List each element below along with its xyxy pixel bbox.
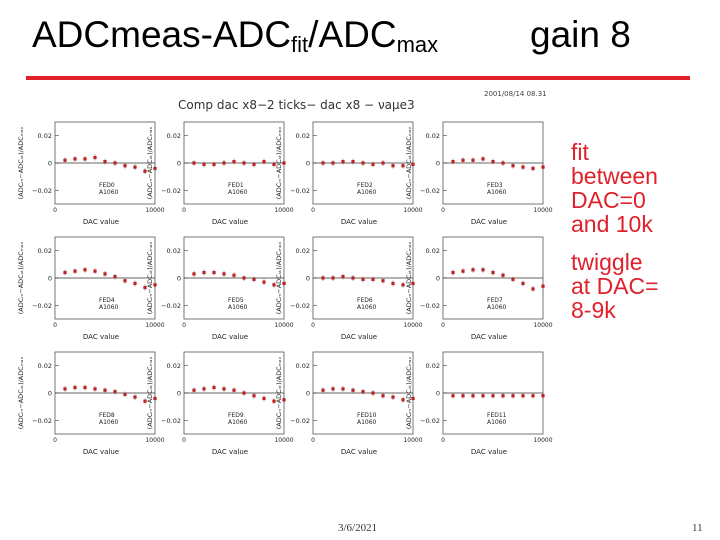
y-tick-label: 0.02 xyxy=(166,247,181,256)
y-tick-label: −0.02 xyxy=(161,301,181,310)
y-tick-label: 0.02 xyxy=(37,132,52,141)
note-line: DAC=0 xyxy=(571,187,646,213)
x-tick-label: 0 xyxy=(311,437,315,444)
y-tick-label: −0.02 xyxy=(290,186,310,195)
x-tick-label: 10000 xyxy=(403,322,423,329)
y-tick-label: 0 xyxy=(47,389,52,398)
title-sub-fit: fit xyxy=(291,32,309,57)
x-tick-label: 10000 xyxy=(274,207,294,214)
y-tick-label: 0 xyxy=(305,389,310,398)
y-axis-label: (ADCₘ−ADCₛₜ)/ADCₘₐₓ xyxy=(405,356,413,430)
x-tick-label: 10000 xyxy=(145,322,165,329)
x-tick-label: 10000 xyxy=(274,437,294,444)
y-tick-label: 0 xyxy=(305,159,310,168)
title-main: ADCmeas-ADC xyxy=(32,14,292,55)
x-axis-label: DAC value xyxy=(82,218,120,226)
y-tick-label: 0 xyxy=(176,389,181,398)
x-tick-label: 0 xyxy=(441,207,445,214)
x-tick-label: 0 xyxy=(53,322,57,329)
panel-id: FED11 xyxy=(487,412,507,419)
y-axis-label: (ADCₘ−ADCₛₜ)/ADCₘₐₓ xyxy=(275,126,283,200)
y-axis-label: (ADCₘ−ADCₛₜ)/ADCₘₐₓ xyxy=(275,241,283,315)
y-axis-label: (ADCₘ−ADCₛₜ)/ADCₘₐₓ xyxy=(146,126,154,200)
x-tick-label: 10000 xyxy=(403,207,423,214)
panel-id: FED6 xyxy=(357,297,373,304)
x-tick-label: 0 xyxy=(182,437,186,444)
note-line: fit xyxy=(571,139,589,165)
y-tick-label: 0 xyxy=(435,389,440,398)
x-axis-label: DAC value xyxy=(470,333,508,341)
note-line: at DAC= xyxy=(571,273,659,299)
y-tick-label: 0.02 xyxy=(295,132,310,141)
y-tick-label: 0.02 xyxy=(295,247,310,256)
x-tick-label: 0 xyxy=(441,322,445,329)
panel-sub: A1060 xyxy=(487,419,507,426)
panel-id: FED3 xyxy=(487,182,503,189)
y-tick-label: 0 xyxy=(435,274,440,283)
note-line: 8-9k xyxy=(571,297,616,323)
x-tick-label: 10000 xyxy=(533,322,553,329)
page-number: 11 xyxy=(692,522,703,534)
x-tick-label: 0 xyxy=(53,437,57,444)
y-tick-label: −0.02 xyxy=(420,301,440,310)
y-tick-label: 0 xyxy=(47,159,52,168)
panel-sub: A1060 xyxy=(228,304,248,311)
footer-date: 3/6/2021 xyxy=(338,522,378,534)
x-axis-label: DAC value xyxy=(340,448,378,456)
note-fit-range xyxy=(571,140,658,236)
panel-sub: A1060 xyxy=(99,419,119,426)
panel-sub: A1060 xyxy=(357,304,377,311)
panel-sub: A1060 xyxy=(357,419,377,426)
y-tick-label: −0.02 xyxy=(32,301,52,310)
x-axis-label: DAC value xyxy=(82,333,120,341)
panel-sub: A1060 xyxy=(99,189,119,196)
x-tick-label: 0 xyxy=(441,437,445,444)
x-tick-label: 0 xyxy=(53,207,57,214)
y-tick-label: −0.02 xyxy=(420,416,440,425)
y-tick-label: 0 xyxy=(435,159,440,168)
y-axis-label: (ADCₘ−ADCₛₜ)/ADCₘₐₓ xyxy=(17,356,25,430)
x-axis-label: DAC value xyxy=(340,218,378,226)
y-tick-label: 0 xyxy=(47,274,52,283)
x-axis-label: DAC value xyxy=(470,448,508,456)
y-axis-label: (ADCₘ−ADCₛₜ)/ADCₘₐₓ xyxy=(405,126,413,200)
title-sub-max: max xyxy=(396,32,439,57)
y-tick-label: 0.02 xyxy=(295,362,310,371)
x-tick-label: 10000 xyxy=(533,437,553,444)
y-axis-label: (ADCₘ−ADCₛₜ)/ADCₘₐₓ xyxy=(17,126,25,200)
plot-timestamp: 2001/08/14 08.31 xyxy=(484,90,547,98)
x-axis-label: DAC value xyxy=(470,218,508,226)
y-tick-label: 0.02 xyxy=(425,247,440,256)
y-tick-label: 0.02 xyxy=(37,247,52,256)
x-tick-label: 10000 xyxy=(403,437,423,444)
y-tick-label: 0 xyxy=(305,274,310,283)
y-tick-label: −0.02 xyxy=(32,416,52,425)
x-tick-label: 10000 xyxy=(274,322,294,329)
plot-title: Comp dac x8−2 ticks− dac x8 − νaμe3 xyxy=(178,98,415,112)
y-tick-label: −0.02 xyxy=(420,186,440,195)
panel-sub: A1060 xyxy=(487,304,507,311)
y-tick-label: −0.02 xyxy=(161,416,181,425)
x-axis-label: DAC value xyxy=(82,448,120,456)
x-tick-label: 10000 xyxy=(533,207,553,214)
y-tick-label: 0 xyxy=(176,274,181,283)
x-axis-label: DAC value xyxy=(340,333,378,341)
x-tick-label: 0 xyxy=(182,322,186,329)
panel-id: FED1 xyxy=(228,182,244,189)
panel-id: FED9 xyxy=(228,412,244,419)
y-tick-label: 0.02 xyxy=(425,132,440,141)
y-axis-label: (ADCₘ−ADCₛₜ)/ADCₘₐₓ xyxy=(146,241,154,315)
panel-sub: A1060 xyxy=(487,189,507,196)
panel-id: FED7 xyxy=(487,297,503,304)
panel-id: FED4 xyxy=(99,297,115,304)
panel-id: FED8 xyxy=(99,412,115,419)
y-tick-label: −0.02 xyxy=(290,416,310,425)
y-tick-label: −0.02 xyxy=(32,186,52,195)
panel-sub: A1060 xyxy=(228,419,248,426)
panel-sub: A1060 xyxy=(228,189,248,196)
note-line: twiggle xyxy=(571,249,643,275)
x-axis-label: DAC value xyxy=(211,218,249,226)
y-tick-label: −0.02 xyxy=(290,301,310,310)
panel-id: FED10 xyxy=(357,412,377,419)
y-axis-label: (ADCₘ−ADCₛₜ)/ADCₘₐₓ xyxy=(146,356,154,430)
x-tick-label: 10000 xyxy=(145,437,165,444)
x-tick-label: 0 xyxy=(311,322,315,329)
y-tick-label: 0.02 xyxy=(166,362,181,371)
panel-sub: A1060 xyxy=(357,189,377,196)
panel-id: FED2 xyxy=(357,182,373,189)
x-tick-label: 0 xyxy=(311,207,315,214)
x-tick-label: 0 xyxy=(182,207,186,214)
title-sep: /ADC xyxy=(308,14,397,55)
y-axis-label: (ADCₘ−ADCₛₜ)/ADCₘₐₓ xyxy=(405,241,413,315)
note-line: between xyxy=(571,163,658,189)
y-tick-label: −0.02 xyxy=(161,186,181,195)
note-twiggle xyxy=(571,250,659,322)
panel-id: FED5 xyxy=(228,297,244,304)
note-line: and 10k xyxy=(571,211,653,237)
y-axis-label: (ADCₘ−ADCₛₜ)/ADCₘₐₓ xyxy=(17,241,25,315)
x-tick-label: 10000 xyxy=(145,207,165,214)
title-gain: gain 8 xyxy=(530,14,631,55)
y-tick-label: 0.02 xyxy=(37,362,52,371)
x-axis-label: DAC value xyxy=(211,448,249,456)
y-tick-label: 0.02 xyxy=(425,362,440,371)
panel-id: FED0 xyxy=(99,182,115,189)
panel-sub: A1060 xyxy=(99,304,119,311)
y-tick-label: 0.02 xyxy=(166,132,181,141)
x-axis-label: DAC value xyxy=(211,333,249,341)
y-tick-label: 0 xyxy=(176,159,181,168)
y-axis-label: (ADCₘ−ADCₛₜ)/ADCₘₐₓ xyxy=(275,356,283,430)
